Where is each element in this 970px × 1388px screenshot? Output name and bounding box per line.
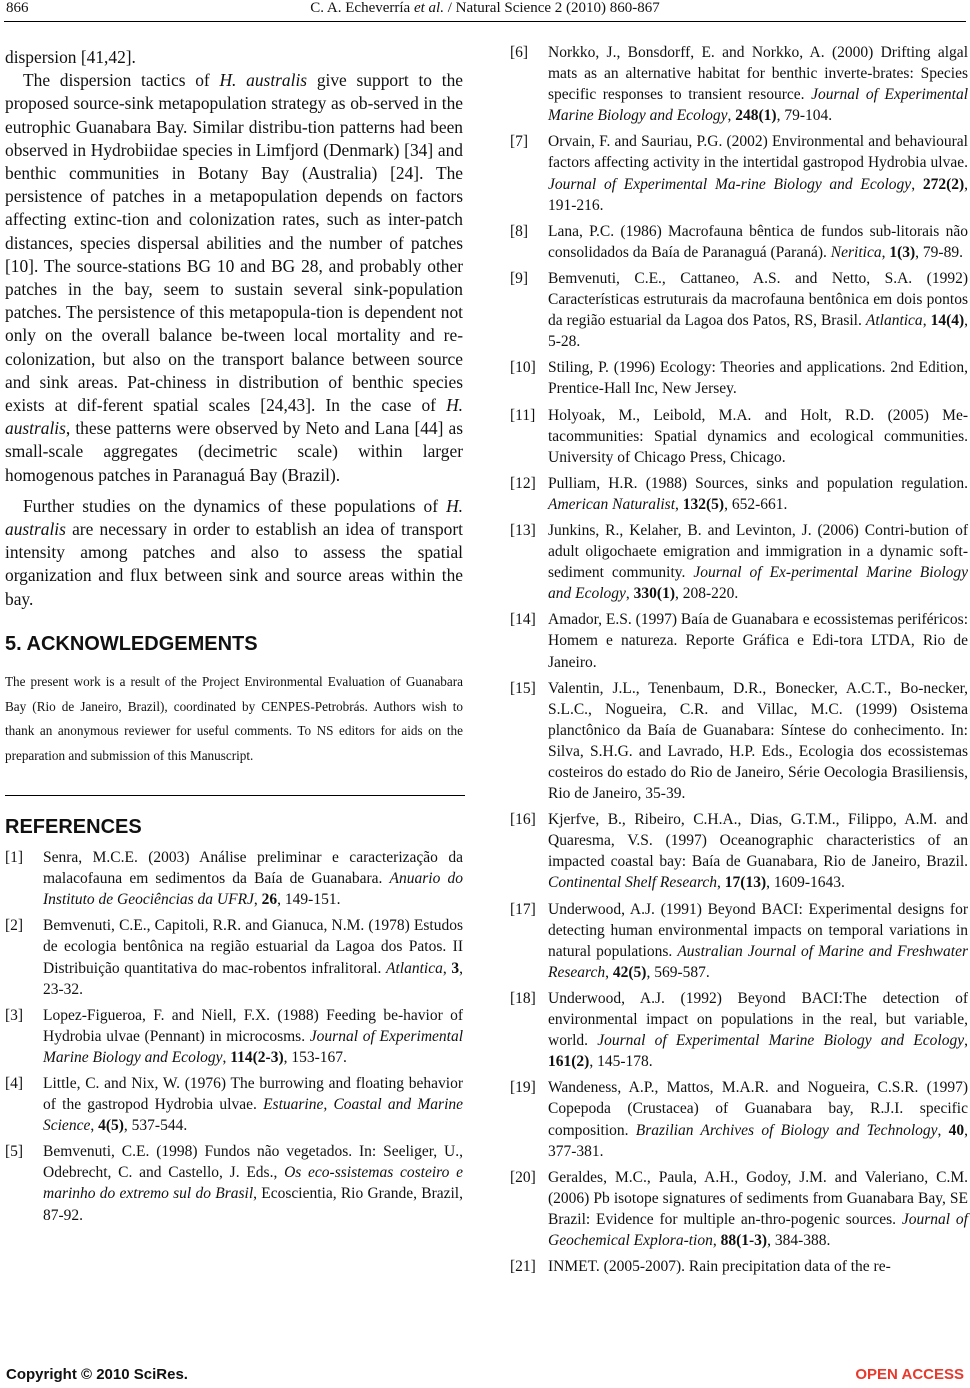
ref-volume: 26: [261, 891, 278, 909]
ref-authors-title: Bemvenuti, C.E., Capitoli, R.R. and Gianuca, N.M. (1978) Estudos de ecologia bentônica na região estuarial da Lagoa dos Patos. II Distribuição quantitativa do mac-robentos infralitoral.: [43, 917, 463, 977]
ref-number: [13]: [510, 521, 536, 539]
ref-number: [21]: [510, 1258, 536, 1276]
reference-item: [510, 1256, 968, 1277]
ref-authors-title: Norkko, J., Bonsdorff, E. and Norkko, A. (2000) Drifting algal mats as an alternative habitat for benthic inverte-brates: Species specific responses to transient resource.: [548, 44, 968, 104]
ref-separator: ,: [717, 874, 725, 892]
ref-number: [1]: [5, 849, 24, 867]
ref-separator: ,: [881, 243, 890, 261]
ref-journal: Neritica: [830, 243, 882, 261]
ref-volume: 114(2-3): [230, 1048, 284, 1066]
p3-text-b: are necessary in order to establish an idea of transport intensity among patches and also to assess the spatial organization and flux between sink and source areas within the bay.: [5, 519, 463, 609]
ref-authors-title: Bemvenuti, C.E., Cattaneo, A.S. and Netto, S.A. (1992) Características estruturais da macrofauna bentônica em dois pontos da região estuarial da Lagoa dos Patos, RS, Brasil.: [548, 269, 968, 330]
ref-separator: , Ecoscientia, Rio Grande, Brazil, 87-92.: [43, 1185, 463, 1224]
paragraph-2: [5, 69, 463, 487]
ref-volume: 42(5): [612, 963, 647, 981]
ref-authors-title: Wandeness, A.P., Mattos, M.A.R. and Nogueira, C.S.R. (1997) Copepoda (Crustacea) of Guanabara bay, R.J.I. specific composition.: [548, 1079, 968, 1139]
ref-journal: Atlantica: [386, 959, 443, 977]
ref-volume: 14(4): [930, 312, 965, 330]
ref-number: [5]: [5, 1143, 24, 1161]
header-rule: [4, 21, 966, 22]
reference-item: [510, 268, 968, 352]
ref-authors-title: Valentin, J.L., Tenenbaum, D.R., Bonecker, A.C.T., Bo-necker, S.L.C., Nogueira, C.R. and Villac, M.C. (1999) Osistema planctônico da Baía de Guanabara: Síntese do conhecimento. In: Silva, S.H.G. and Lavrado, H.P. Eds., Ecologia dos ecossistemas costeiros do estado do Rio de Janeiro, Série Oecologia Brasiliensis, Rio de Janeiro, 35-39.: [548, 679, 968, 803]
ref-authors-title: Junkins, R., Kelaher, B. and Levinton, J. (2006) Contri-bution of adult oligochaete emigration and immigration in a dynamic soft-sediment community.: [548, 521, 968, 582]
ref-journal: Continental Shelf Research: [548, 874, 718, 892]
references-list-left: [5, 847, 463, 1226]
ref-separator: ,: [727, 107, 736, 125]
acknowledgements-text: The present work is a result of the Project Environmental Evaluation of Guanabara Bay (Rio de Janeiro, Brazil), coordinated by CENPES-Petrobrás. Authors wish to thank an anonymous reviewer for useful comments. To NS editors for aids on the preparation and submission of this Manuscript.: [5, 673, 463, 764]
ref-separator: ,: [625, 585, 634, 603]
ref-volume: 88(1-3): [720, 1231, 768, 1249]
reference-item: [510, 809, 968, 893]
section-divider: [5, 795, 465, 796]
ref-pages: , 384-388.: [767, 1231, 831, 1249]
ref-separator: ,: [911, 175, 923, 193]
ref-number: [9]: [510, 269, 529, 287]
ref-journal: Atlantica: [865, 312, 923, 330]
reference-item: [510, 1077, 968, 1161]
paragraph-1: dispersion [41,42].: [5, 47, 136, 67]
ref-authors-title: Lana, P.C. (1986) Macrofauna bêntica de fundos sub-litorais não consolidados da Baía de Paranaguá (Paraná).: [548, 222, 968, 261]
ref-pages: , 79-89.: [915, 243, 963, 261]
ref-authors-title: Underwood, A.J. (1991) Beyond BACI: Experimental designs for detecting human environmental impacts on temporal variations in natural populations.: [548, 900, 968, 960]
reference-item: [5, 1073, 463, 1136]
ref-volume: 1(3): [889, 243, 916, 261]
ref-authors-title: Senra, M.C.E. (2003) Análise preliminar e caracterização da malacofauna em sedimentos da Baía de Guanabara.: [43, 849, 463, 888]
ref-authors-title: Geraldes, M.C., Paula, A.H., Godoy, J.M. and Valeriano, C.M. (2006) Pb isotope signatures of sediments from Guanabara Bay, SE Brazil: Evidence for multiple an-thro-pogenic sources.: [548, 1168, 968, 1228]
reference-item: [510, 221, 968, 263]
ref-number: [11]: [510, 406, 536, 424]
reference-item: [510, 473, 968, 515]
ref-volume: 272(2): [922, 175, 965, 193]
acknowledgements-heading: 5. ACKNOWLEDGEMENTS: [5, 632, 258, 655]
p3-species: H. australis: [5, 495, 463, 540]
p2-species: H. australis: [219, 70, 308, 91]
ref-authors-title: Lopez-Figueroa, F. and Niell, F.X. (1988) Feeding be-havior of Hydrobia ulvae (Pennant) in microcosms.: [43, 1006, 463, 1045]
ref-authors-title: Orvain, F. and Sauriau, P.G. (2002) Environmental and behavioural factors affecting activity in the intertidal gastropod Hydrobia ulvae.: [548, 133, 968, 172]
ref-number: [4]: [5, 1075, 24, 1092]
reference-item: [510, 42, 968, 126]
ref-pages: , 153-167.: [283, 1048, 347, 1066]
ref-number: [18]: [510, 989, 536, 1007]
ref-number: [8]: [510, 222, 529, 240]
ref-separator: ,: [964, 1032, 968, 1050]
ref-number: [3]: [5, 1006, 24, 1024]
footer-copyright: Copyright © 2010 SciRes.: [6, 1366, 188, 1383]
ref-authors-title: Amador, E.S. (1997) Baía de Guanabara e ecossistemas periféricos: Homem e natureza. Reporte Gráfica e Edi-tora LTDA, Rio de Janeiro.: [548, 611, 968, 671]
ref-number: [10]: [510, 359, 536, 377]
ref-pages: , 208-220.: [675, 585, 739, 603]
ref-authors-title: Pulliam, H.R. (1988) Sources, sinks and population regulation.: [548, 474, 968, 492]
ref-separator: ,: [253, 891, 262, 909]
left-column: [5, 46, 463, 1226]
ref-volume: 330(1): [633, 585, 675, 603]
ref-volume: 132(5): [682, 495, 725, 513]
p2-text-b: give support to the proposed source-sink metapopulation strategy as ob-served in the eutrophic Guanabara Bay. Similar distribu-tion patterns had been observed in Hydrobiidae species in Limfjord (Denmark) [34] and benthic communities in Botany Bay (Australia) [24]. The persistence of patches in a metapopulation depends on factors affecting extinc-tion and colonization rates, such as inter-patch distances, species dispersal abilities and the number of patches [10]. The source-stations BG 10 and BG 28, and probably other patches in the bay, seem to sustain several sink-population patches. The persistence of this metapopula-tion is dependent not only on the overall balance be-tween local mortality and re-colonization, but also on the transport balance between source and sink areas. Pat-chiness in distribution of benthic species exists at dif-ferent spatial scales [24,43]. In the case of: [5, 70, 464, 416]
p3-text-a: Further studies on the dynamics of these populations of: [23, 495, 447, 516]
ref-journal: Brazilian Archives of Biology and Technology: [635, 1121, 938, 1139]
ref-pages: , 537-544.: [123, 1117, 188, 1135]
ref-volume: 4(5): [98, 1117, 124, 1135]
ref-separator: ,: [442, 959, 452, 977]
p2-species-2: H. australis: [5, 395, 463, 439]
ref-number: [14]: [510, 611, 536, 629]
ref-volume: 248(1): [735, 107, 777, 125]
ref-authors-title: Underwood, A.J. (1992) Beyond BACI:The detection of environmental impact on populations in the real, but variable, world.: [548, 989, 968, 1050]
p2-text-a: The dispersion tactics of: [23, 70, 220, 91]
ref-number: [12]: [510, 474, 536, 492]
citation-rest: / Natural Science 2 (2010) 860-867: [443, 0, 660, 16]
paragraph-3: [5, 495, 463, 611]
ref-separator: ,: [605, 963, 613, 981]
reference-item: [510, 405, 968, 468]
ref-journal: Anuario do Instituto de Geociências da UFRJ: [43, 870, 463, 909]
reference-item: [5, 915, 463, 999]
reference-item: [510, 609, 968, 672]
running-citation: [0, 0, 970, 17]
ref-number: [7]: [510, 133, 529, 151]
ref-authors-title: Little, C. and Nix, W. (1976) The burrowing and floating behavior of the gastropod Hydrobia ulvae.: [43, 1075, 463, 1114]
reference-item: [510, 899, 968, 983]
ref-number: [19]: [510, 1079, 536, 1097]
ref-number: [20]: [510, 1168, 536, 1186]
ref-journal: Journal of Ex-perimental Marine Biology and Ecology: [548, 564, 969, 603]
ref-separator: ,: [712, 1231, 721, 1249]
citation-author: C. A. Echeverría: [310, 0, 414, 16]
reference-item: [510, 520, 968, 604]
ref-pages: , 1609-1643.: [766, 874, 845, 892]
ref-authors-title: INMET. (2005-2007). Rain precipitation data of the re-: [548, 1258, 891, 1276]
ref-separator: ,: [675, 495, 683, 513]
ref-journal: American Naturalist: [548, 495, 676, 513]
reference-item: [5, 1141, 463, 1225]
ref-pages: , 377-381.: [548, 1121, 968, 1160]
ref-pages: , 149-151.: [277, 891, 341, 909]
ref-number: [2]: [5, 917, 24, 935]
ref-journal: Journal of Experimental Marine Biology and Ecology: [43, 1027, 464, 1066]
ref-volume: 161(2): [548, 1053, 590, 1071]
ref-pages: , 23-32.: [43, 959, 464, 998]
right-column: [510, 46, 968, 1277]
reference-item: [510, 678, 968, 805]
footer-open-access: OPEN ACCESS: [855, 1366, 964, 1383]
reference-item: [510, 1167, 968, 1251]
reference-item: [5, 1005, 463, 1068]
ref-pages: , 79-104.: [776, 107, 833, 125]
ref-journal: Journal of Experimental Ma-rine Biology and Ecology: [548, 175, 912, 193]
ref-authors-title: Stiling, P. (1996) Ecology: Theories and applications. 2nd Edition, Prentice-Hall Inc, New Jersey.: [548, 359, 968, 398]
ref-volume: 17(13): [724, 874, 767, 892]
ref-journal: Estuarine, Coastal and Marine Science: [43, 1096, 464, 1135]
ref-volume: 3: [451, 959, 460, 977]
ref-separator: ,: [937, 1121, 949, 1139]
references-list-right: [510, 42, 968, 1277]
citation-etal: et al.: [413, 0, 444, 16]
ref-pages: , 191-216.: [548, 175, 969, 214]
ref-number: [16]: [510, 811, 536, 829]
ref-authors-title: Holyoak, M., Leibold, M.A. and Holt, R.D. (2005) Me-tacommunities: Spatial dynamics and ecological communities. University of Chicago Press, Chicago.: [548, 406, 968, 466]
ref-number: [17]: [510, 900, 536, 918]
p2-text-c: , these patterns were observed by Neto and Lana [44] as small-scale aggregates (decimetric scale) within larger homogenous patches in Paranaguá Bay (Brazil).: [5, 418, 463, 485]
reference-item: [510, 988, 968, 1072]
ref-journal: Journal of Experimental Marine Biology and Ecology: [597, 1032, 965, 1050]
ref-separator: ,: [922, 312, 931, 330]
reference-item: [5, 847, 463, 910]
references-heading: REFERENCES: [5, 816, 142, 839]
ref-pages: , 652-661.: [724, 495, 788, 513]
reference-item: [510, 131, 968, 215]
ref-journal: Journal of Experimental Marine Biology and Ecology: [548, 86, 968, 125]
ref-pages: , 145-178.: [589, 1053, 653, 1071]
ref-separator: ,: [222, 1048, 231, 1066]
ref-pages: , 569-587.: [646, 963, 710, 981]
ref-journal: Journal of Geochemical Explora-tion: [548, 1210, 968, 1249]
ref-authors-title: Kjerfve, B., Ribeiro, C.H.A., Dias, G.T.M., Filippo, A.M. and Quaresma, V.S. (1997) Oceanographic characteristics of an impacted coastal bay: Baía de Guanabara, Rio de Janeiro, Brazil.: [548, 811, 968, 871]
ref-authors-title: Bemvenuti, C.E. (1998) Fundos não vegetados. In: Seeliger, U., Odebrecht, C. and Castello, J. Eds.,: [43, 1143, 463, 1182]
ref-number: [6]: [510, 44, 529, 61]
ref-pages: , 5-28.: [548, 312, 969, 351]
ref-volume: 40: [948, 1121, 965, 1139]
ref-number: [15]: [510, 679, 536, 697]
page-number: 866: [6, 0, 29, 16]
reference-item: [510, 357, 968, 399]
ref-separator: ,: [90, 1117, 99, 1135]
ref-journal: Australian Journal of Marine and Freshwater Research: [548, 942, 968, 981]
ref-journal: Os eco-ssistemas costeiro e marinho do extremo sul do Brasil: [43, 1164, 463, 1203]
